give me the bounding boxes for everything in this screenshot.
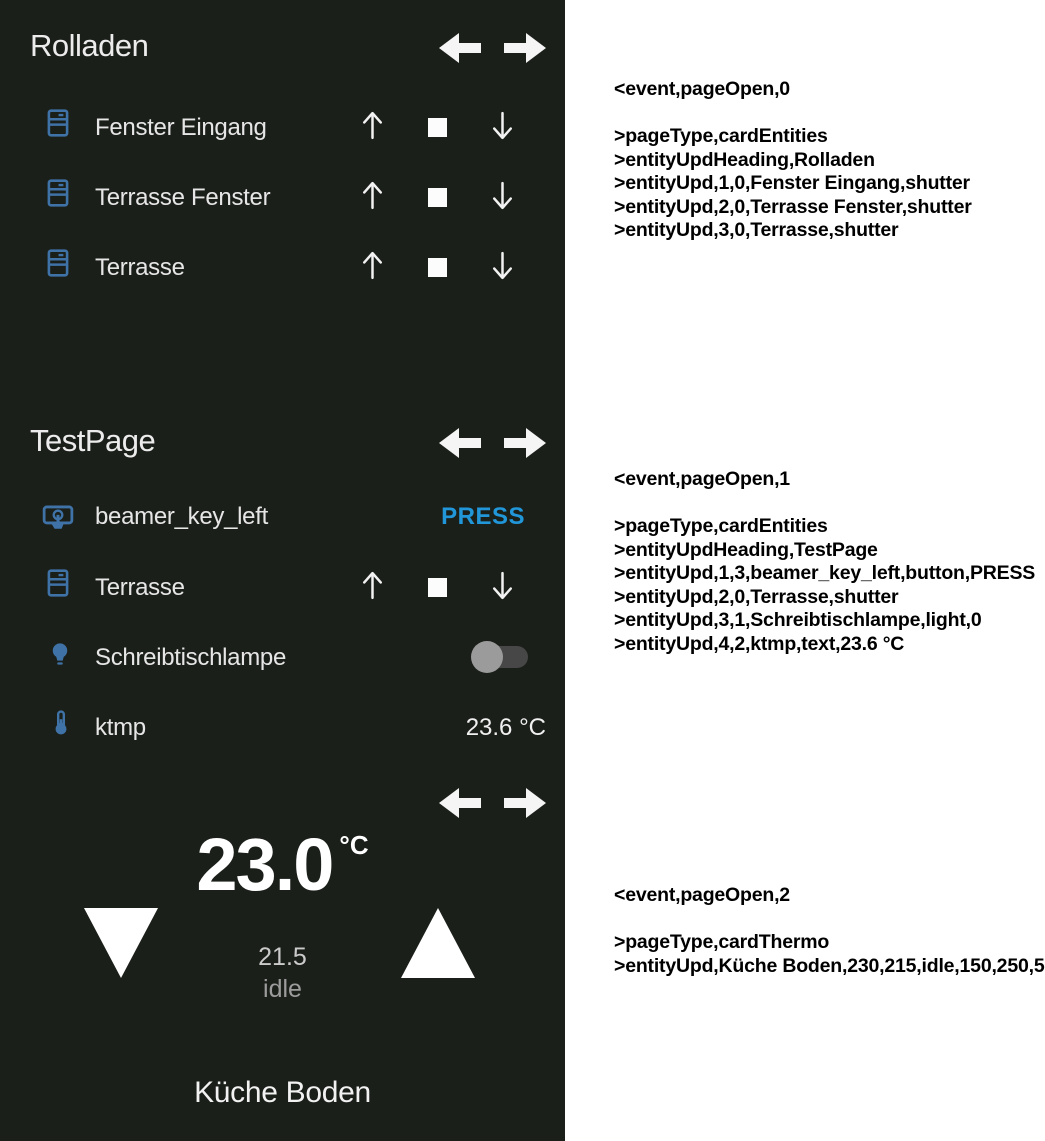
press-button[interactable]: PRESS	[441, 503, 525, 530]
log-line: >entityUpd,1,0,Fenster Eingang,shutter	[614, 172, 970, 194]
shutter-up-button[interactable]	[359, 569, 386, 602]
entity-row-text	[0, 706, 565, 750]
page-nav	[439, 30, 546, 66]
log-line: >entityUpdHeading,Rolladen	[614, 148, 875, 171]
log-line: >pageType,cardEntities	[614, 515, 828, 537]
log-line: >entityUpdHeading,TestPage	[614, 538, 878, 561]
nav-next-icon[interactable]	[504, 30, 546, 66]
log-block-page1	[614, 468, 1035, 656]
entity-label: Terrasse	[95, 254, 185, 281]
shutter-down-button[interactable]	[489, 569, 516, 602]
entity-value: 23.6 °C	[465, 714, 546, 741]
current-temperature-value: 23.0	[196, 823, 333, 906]
nav-next-icon[interactable]	[504, 425, 546, 461]
shutter-stop-button[interactable]	[428, 188, 447, 207]
log-line: >entityUpd,Küche Boden,230,215,idle,150,250,5	[614, 954, 1045, 977]
entity-row-light	[0, 636, 565, 680]
log-line: >entityUpd,2,0,Terrasse,shutter	[614, 585, 899, 608]
log-line: <event,pageOpen,2	[614, 884, 790, 906]
log-blank-line	[614, 102, 972, 126]
nav-prev-icon[interactable]	[439, 425, 481, 461]
window-shutter-icon	[44, 108, 72, 138]
nav-prev-icon[interactable]	[439, 785, 481, 821]
entity-label: Terrasse	[95, 574, 185, 601]
lightbulb-icon	[46, 638, 74, 668]
shutter-stop-button[interactable]	[428, 118, 447, 137]
toggle-knob	[471, 641, 503, 673]
entity-label: Schreibtischlampe	[95, 644, 286, 671]
shutter-down-button[interactable]	[489, 109, 516, 142]
log-line: <event,pageOpen,1	[614, 468, 790, 490]
page-title: TestPage	[30, 423, 156, 458]
shutter-down-button[interactable]	[489, 249, 516, 282]
entity-row-shutter	[0, 106, 565, 150]
log-line: >pageType,cardEntities	[614, 125, 828, 147]
entity-row-shutter	[0, 246, 565, 290]
light-toggle-switch[interactable]	[471, 641, 528, 673]
log-line: >entityUpd,2,0,Terrasse Fenster,shutter	[614, 195, 972, 218]
target-temperature: 21.5	[258, 943, 307, 971]
shutter-up-button[interactable]	[359, 249, 386, 282]
nav-next-icon[interactable]	[504, 785, 546, 821]
entity-label: beamer_key_left	[95, 503, 268, 530]
panel-rolladen	[0, 0, 565, 395]
page-title: Rolladen	[30, 28, 149, 63]
panel-thermostat	[0, 770, 565, 1141]
panel-testpage	[0, 395, 565, 770]
shutter-stop-button[interactable]	[428, 258, 447, 277]
log-line: >entityUpd,4,2,ktmp,text,23.6 °C	[614, 632, 905, 655]
gesture-tap-button-icon	[42, 501, 74, 531]
shutter-up-button[interactable]	[359, 179, 386, 212]
shutter-stop-button[interactable]	[428, 578, 447, 597]
page-nav	[439, 425, 546, 461]
log-block-page0	[614, 78, 972, 243]
log-line: >entityUpd,3,1,Schreibtischlampe,light,0	[614, 609, 982, 631]
log-line: >pageType,cardThermo	[614, 931, 830, 953]
log-line: >entityUpd,3,0,Terrasse,shutter	[614, 219, 899, 241]
page-nav	[439, 785, 546, 821]
shutter-up-button[interactable]	[359, 109, 386, 142]
log-line: >entityUpd,1,3,beamer_key_left,button,PRESS	[614, 562, 1036, 584]
window-shutter-icon	[44, 568, 72, 598]
hvac-state: idle	[263, 975, 302, 1003]
shutter-down-button[interactable]	[489, 179, 516, 212]
temperature-unit: °C	[339, 830, 369, 860]
entity-row-shutter	[0, 176, 565, 220]
log-block-page2	[614, 884, 1044, 978]
log-line: <event,pageOpen,0	[614, 78, 790, 100]
log-blank-line	[614, 492, 1035, 516]
current-temperature	[0, 823, 565, 906]
protocol-log-column	[565, 0, 1045, 1141]
log-blank-line	[614, 908, 1044, 932]
entity-row-button	[0, 495, 565, 539]
entity-row-shutter	[0, 566, 565, 610]
thermostat-name: Küche Boden	[194, 1076, 371, 1109]
entity-label: Fenster Eingang	[95, 114, 267, 141]
thermometer-icon	[48, 708, 74, 738]
entity-label: Terrasse Fenster	[95, 184, 271, 211]
entity-label: ktmp	[95, 714, 146, 741]
window-shutter-icon	[44, 248, 72, 278]
window-shutter-icon	[44, 178, 72, 208]
nav-prev-icon[interactable]	[439, 30, 481, 66]
